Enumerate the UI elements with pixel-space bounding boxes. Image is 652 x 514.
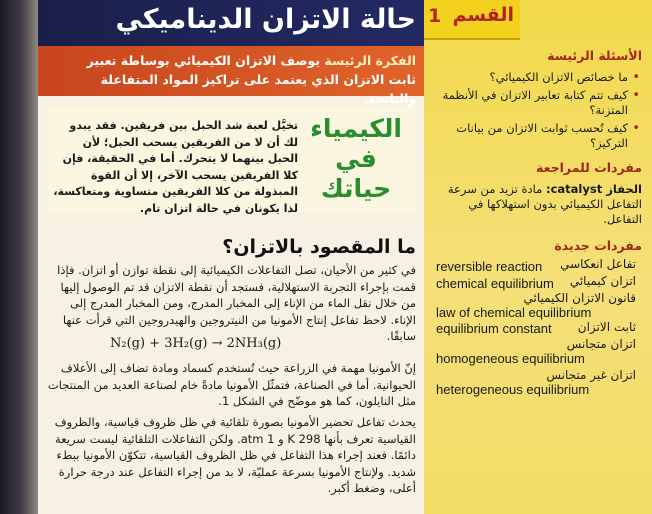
main-idea-text: يوصف الاتزان الكيميائي بوساطة تعبير ثابت الاتزان الذي يعتمد على تراكيز المواد المتفاعلة والناتجة. bbox=[86, 53, 416, 106]
life-title-line: في bbox=[335, 144, 377, 173]
body-paragraph: في كثير من الأحيان، تصل التفاعلات الكيميائية إلى نقطة توازن أو اتزان. فإذا قمت بإجراء التجربة الاستهلالية، فستجد أن نقطة الاتزان قد تم الوصول إليها من خلال نقل الماء من الإناء إلى المخبار المدرج، ومن المخبار المدرج إلى الإناء. لاحظ تفاعل إنتاج الأمونيا من النيتروجين والهيدروجين التي قرأت عنها سابقًا. bbox=[57, 263, 416, 343]
life-title-line: الكيمياء bbox=[310, 114, 402, 143]
chemistry-in-life-text: تخيَّل لعبة شد الحبل بين فريقين. فقد يبدو لك أن لا من الفريقين يسحب الحبل؛ لأن الحبل بينهما لا يتحرك. أما في الحقيقة، فإن كلا الفريقين يسحب الآخر، إلا أن القوة المبذولة من كلا الفريقين متساوية ومتعاكسة، لذا يكونان في حالة اتزان تام. bbox=[53, 119, 298, 215]
review-vocab-heading: مفردات للمراجعة bbox=[535, 160, 642, 175]
chemical-equation: N₂(g) + 3H₂(g) → 2NH₃(g) bbox=[110, 336, 282, 351]
review-vocab-entry bbox=[442, 182, 642, 227]
vocab-ar: اتزان غير متجانس bbox=[546, 368, 636, 382]
vocab-en: heterogeneous equilibrium bbox=[436, 382, 590, 397]
review-term: الحفاز catalyst: bbox=[545, 182, 642, 196]
vocab-en: homogeneous equilibrium bbox=[436, 351, 585, 366]
life-title-line: حياتك bbox=[320, 174, 392, 203]
body-paragraph: يحدث تفاعل تحضير الأمونيا بصورة تلقائية في ظل ظروف قياسية، والظروف القياسية تعرف بأنها 298 K و 1 atm. ولكن التفاعلات التلقائية ليست سريعة دائمًا. فعند إجراء هذا التفاعل في ظل الظروف القياسية، تتكوّن الأمونيا ببطء شديد. ولإنتاج الأمونيا بسرعة عمليّة، لا بد من إجراء التفاعل عند درجة حرارة أعلى، وضغط أكبر. bbox=[54, 415, 416, 495]
vocab-en: reversible reaction bbox=[436, 259, 543, 274]
vocab-ar: اتزان متجانس bbox=[566, 337, 636, 351]
page-title: حالة الاتزان الديناميكي bbox=[115, 4, 416, 35]
key-question: • كيف تتم كتابة تعابير الاتزان في الأنظمة المتزنة؟ bbox=[432, 88, 628, 118]
key-questions-heading: الأسئلة الرئيسة bbox=[547, 48, 642, 63]
section-number: 1 bbox=[428, 5, 442, 27]
vocab-en: chemical equilibrium bbox=[436, 276, 554, 291]
vocab-en: equilibrium constant bbox=[436, 321, 552, 336]
vocab-ar: تفاعل انعكاسي bbox=[560, 257, 636, 271]
vocab-ar: اتزان كيميائي bbox=[569, 274, 636, 288]
vocab-ar: قانون الاتزان الكيميائي bbox=[523, 291, 636, 305]
key-question: • ما خصائص الاتزان الكيميائي؟ bbox=[432, 70, 628, 85]
vocab-en: law of chemical equilibrium bbox=[436, 305, 592, 320]
section-heading: ما المقصود بالاتزان؟ bbox=[222, 236, 416, 258]
main-idea-label: الفكرة الرئيسة bbox=[324, 53, 416, 68]
key-question: • كيف تُحسب ثوابت الاتزان من بيانات التركيز؟ bbox=[432, 121, 628, 151]
body-paragraph: إنّ الأمونيا مهمة في الزراعة حيث تُستخدم كسماد ومادة تضاف إلى الأعلاف الحيوانية. أما في الصناعة، فتمثّل الأمونيا مادةً خام لصناعة العديد من المنتجات مثل النايلون، كما هو موضّح في الشكل 1. bbox=[47, 361, 416, 408]
vocab-ar: ثابت الاتزان bbox=[577, 320, 636, 334]
page-binding-shadow bbox=[0, 0, 38, 514]
chemistry-in-life-title bbox=[300, 114, 412, 204]
review-definition: مادة تزيد من سرعة التفاعل الكيميائي بدون استهلاكها في التفاعل. bbox=[447, 182, 642, 226]
key-questions-list bbox=[432, 70, 642, 154]
new-vocab-heading: مفردات جديدة bbox=[554, 238, 642, 253]
section-label: القسم bbox=[452, 4, 514, 26]
main-idea bbox=[64, 51, 416, 108]
